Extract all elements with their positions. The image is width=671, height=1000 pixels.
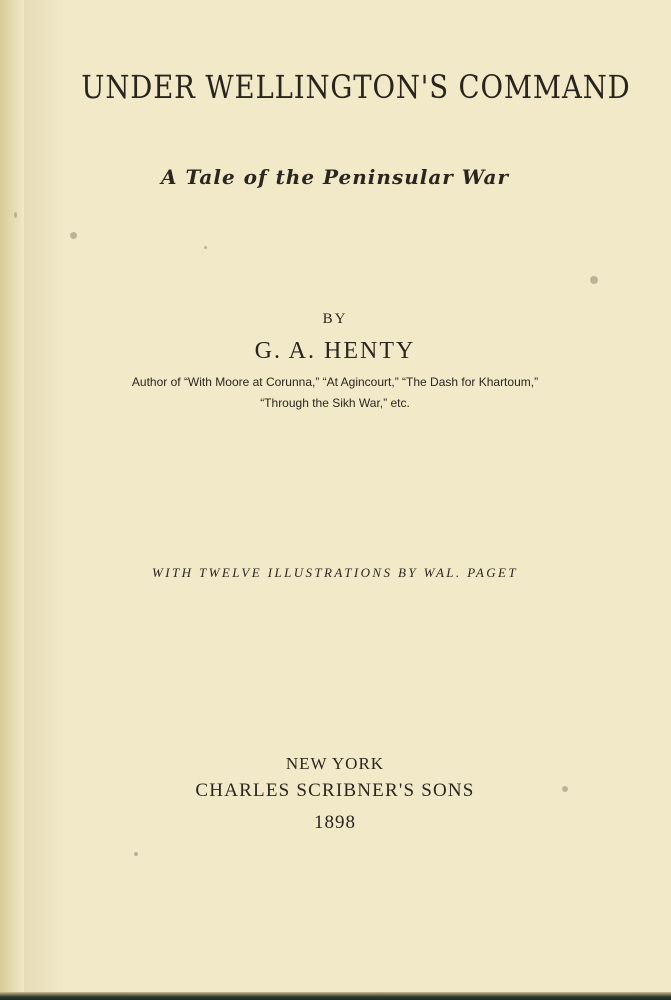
publisher-name: CHARLES SCRIBNER'S SONS [195, 780, 475, 801]
book-title: UNDER WELLINGTON'S COMMAND [81, 68, 631, 106]
book-bottom-edge [0, 992, 671, 1000]
book-subtitle: A Tale of the Peninsular War [160, 165, 510, 189]
paper-speck [14, 212, 17, 218]
paper-speck [70, 232, 77, 239]
by-label: BY [322, 311, 348, 327]
author-name: G. A. HENTY [254, 338, 416, 364]
book-spine-shadow [0, 0, 24, 1000]
illustrations-note: WITH TWELVE ILLUSTRATIONS BY WAL. PAGET [152, 565, 518, 580]
page-gutter-shadow [24, 0, 64, 1000]
publication-place: NEW YORK [285, 754, 385, 773]
paper-speck [134, 852, 138, 856]
paper-speck [590, 276, 598, 284]
other-works-line-1: Author of “With Moore at Corunna,” “At Agincourt,” “The Dash for Khartoum,” [131, 375, 539, 389]
paper-speck [204, 246, 207, 249]
other-works-line-2: “Through the Sikh War,” etc. [260, 396, 410, 410]
publication-year: 1898 [314, 812, 356, 833]
